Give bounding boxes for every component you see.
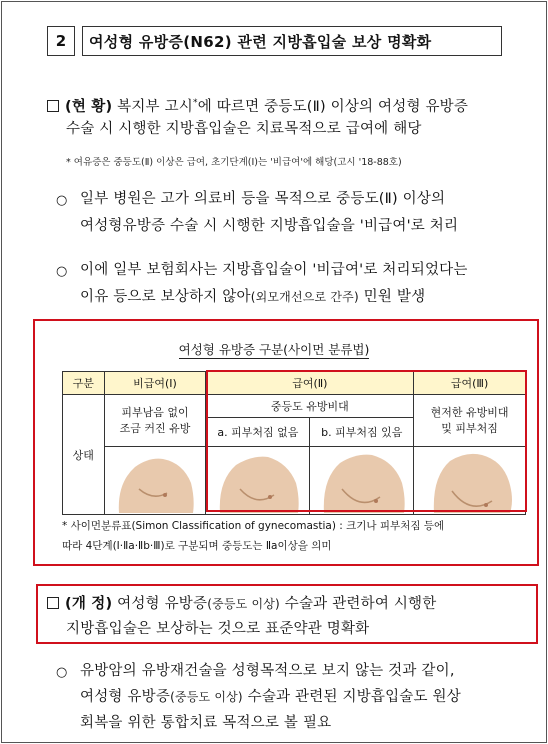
footnote-mark: * [192,98,198,108]
bullet2-line1: 이에 일부 보험회사는 지방흡입술이 '비급여'로 처리되었다는 [80,262,468,278]
grade2-description: 중등도 유방비대 [206,395,414,418]
bullet2-line2a: 이유 등으로 보상하지 않아 [80,289,251,305]
header-nonpay-1: 비급여(Ⅰ) [104,372,206,395]
last-line2b: (중등도 이상) [170,690,243,704]
revision-line1a: 여성형 유방증 [112,596,208,612]
bullet2-line2c: 민원 발생 [358,289,426,305]
current-line2: 수술 시 시행한 지방흡입술은 치료목적으로 급여에 해당 [66,121,422,137]
current-line1b: 에 따르면 중등도(Ⅱ) 이상의 여성형 유방증 [197,98,469,115]
grade3-description: 현저한 유방비대 및 피부처짐 [414,395,526,447]
paid-grades-highlight-box [206,370,527,512]
revision-line1b: (중등도 이상) [207,597,280,611]
last-line1: 유방암의 유방재건술을 성형목적으로 보지 않는 것과 같이, [80,663,455,679]
bullet1-line2: 여성형유방증 수술 시 시행한 지방흡입술을 '비급여'로 처리 [80,218,459,234]
header-pay-2: 급여(Ⅱ) [206,372,414,395]
section-title: 여성형 유방증(N62) 관련 지방흡입술 보상 명확화 [82,26,502,56]
table-note-line2: 따라 4단계(Ⅰ·Ⅱa·Ⅱb·Ⅲ)로 구분되며 중등도는 Ⅱa이상을 의미 [62,540,332,552]
checkbox-square-icon [47,100,59,112]
last-line3: 회복을 위한 통합치료 목적으로 볼 필요 [80,715,332,731]
last-line2c: 수술과 관련된 지방흡입술도 원상 [242,689,461,705]
table-note-line1: * 사이먼분류표(Simon Classification of gynecomastia) : 크기나 피부처짐 등에 [62,520,445,532]
circle-bullet-icon: ○ [56,193,68,208]
circle-bullet-icon: ○ [56,264,68,279]
circle-bullet-icon: ○ [56,665,68,680]
current-label: (현 황) [65,98,113,115]
revision-line1c: 수술과 관련하여 시행한 [279,596,437,612]
grade1-image [104,447,206,515]
section-number: 2 [47,26,75,56]
grade2b-description: b. 피부처짐 있음 [310,417,414,446]
bullet2-line2 [80,284,425,311]
row-label-state: 상태 [63,395,105,515]
header-category: 구분 [63,372,105,395]
bullet1-line1: 일부 병원은 고가 의료비 등을 목적으로 중등도(Ⅱ) 이상의 [80,191,446,207]
table-title: 여성형 유방증 구분(사이먼 분류법) [178,342,370,357]
grade1-description: 피부남음 없이 조금 커진 유방 [104,395,206,447]
last-line2 [80,684,461,711]
bullet2-line2b: (외모개선으로 간주) [250,290,359,304]
checkbox-square-icon [47,597,59,609]
grade2a-description: a. 피부처짐 없음 [206,417,310,446]
current-line1: 복지부 고시 [112,98,193,115]
revision-label: (개 정) [65,596,113,612]
last-line2a: 여성형 유방증 [80,689,171,705]
revision-line1 [47,591,535,618]
header-pay-3: 급여(Ⅲ) [414,372,526,395]
current-note: * 여유증은 중등도(Ⅱ) 이상은 급여, 초기단계(Ⅰ)는 '비급여'에 해당(고시 '18-88호) [66,157,402,168]
torso-grade1-image [107,449,203,513]
revision-line2: 지방흡입술은 보상하는 것으로 표준약관 명확화 [66,621,370,637]
